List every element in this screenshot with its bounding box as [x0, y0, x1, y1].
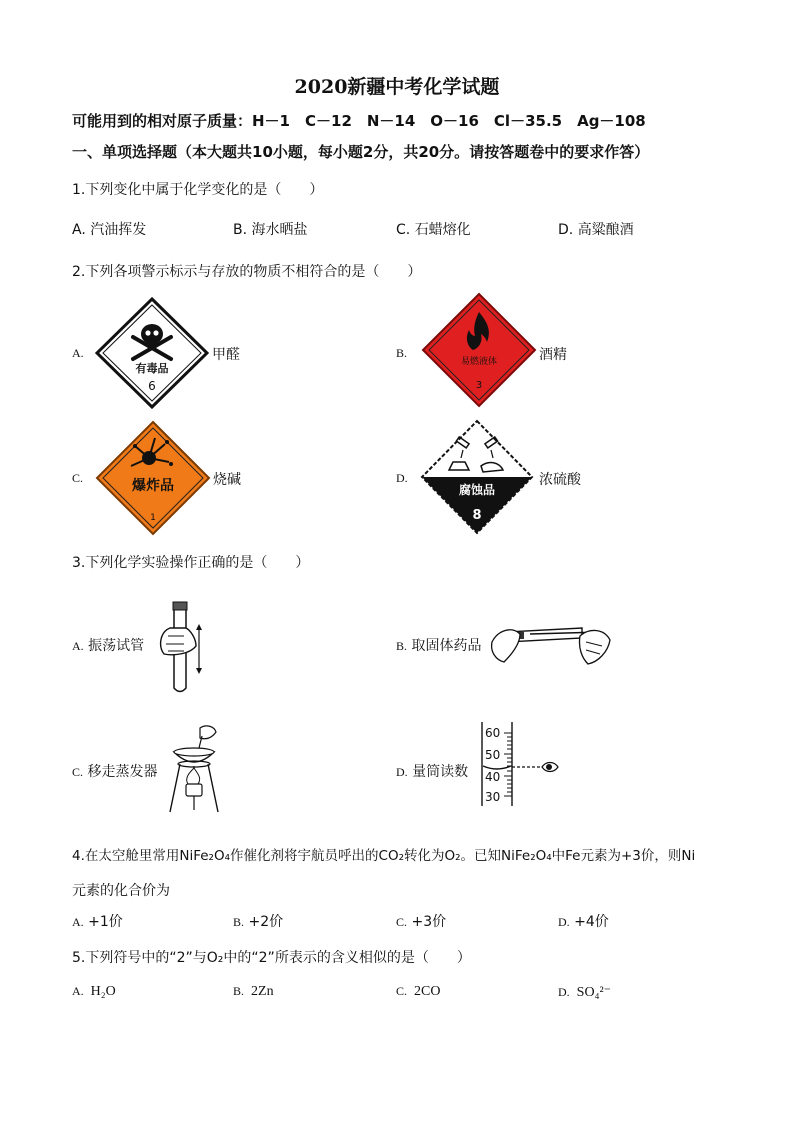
option-letter: A.: [72, 222, 86, 238]
option-letter: B.: [233, 984, 245, 998]
q3-stem: 3.下列化学实验操作正确的是（ ）: [72, 555, 310, 571]
q2-option-a-letter[interactable]: A.: [72, 346, 84, 360]
option-letter: B.: [233, 915, 245, 929]
page-title: 2020新疆中考化学试题: [294, 76, 500, 98]
flammable-sign-label: 易燃液体: [460, 357, 498, 367]
q2-option-d-letter[interactable]: D.: [396, 471, 408, 485]
toxic-sign-icon: [95, 297, 209, 409]
cylinder-mark-60: 60: [485, 726, 501, 740]
q2-option-b-substance: 酒精: [539, 347, 567, 363]
q1-option-c[interactable]: [396, 219, 471, 239]
q3-option-c[interactable]: [72, 761, 157, 781]
option-letter: D.: [558, 985, 570, 999]
option-text: 高粱酿酒: [577, 222, 634, 238]
option-text: +2价: [248, 914, 284, 930]
solid-reagent-illustration: [490, 612, 616, 672]
option-text: +1价: [88, 914, 123, 930]
q2-option-d-substance: 浓硫酸: [539, 472, 581, 488]
explosive-sign-icon: [95, 420, 211, 536]
option-letter: C.: [396, 222, 411, 238]
q4-stem-line2: 元素的化合价为: [72, 883, 170, 899]
section-heading: 一、单项选择题（本大题共10小题，每小题2分，共20分。请按答题卷中的要求作答）: [72, 143, 650, 161]
q3-option-d[interactable]: [396, 761, 468, 781]
q2-option-a-substance: 甲醛: [212, 347, 240, 363]
option-text: 2Zn: [251, 984, 274, 999]
option-letter: C.: [396, 984, 408, 998]
option-text: H₂O: [90, 984, 116, 999]
measuring-cylinder-illustration: [478, 720, 568, 808]
shake-test-tube-illustration: [150, 598, 212, 700]
option-text: +4价: [574, 914, 609, 930]
q3-option-a[interactable]: [72, 635, 144, 655]
cylinder-mark-30: 30: [485, 790, 501, 804]
q4-option-c[interactable]: [396, 911, 446, 931]
q2-option-c-substance: 烧碱: [213, 472, 241, 488]
cylinder-mark-50: 50: [485, 748, 501, 762]
option-letter: B.: [396, 639, 408, 653]
option-text: 汽油挥发: [90, 222, 147, 238]
q2-option-b-letter[interactable]: B.: [396, 346, 408, 360]
option-text: +3价: [411, 914, 447, 930]
option-text: 振荡试管: [88, 638, 145, 654]
toxic-sign-label: 有毒品: [135, 362, 169, 375]
option-letter: A.: [72, 915, 84, 929]
option-letter: A.: [72, 984, 84, 998]
q4-option-a[interactable]: [72, 911, 123, 931]
explosive-sign-number: 1: [150, 513, 156, 523]
option-text: 海水晒盐: [251, 222, 308, 238]
q4-option-d[interactable]: [558, 911, 609, 931]
corrosive-sign-number: 8: [472, 508, 482, 523]
q4-stem-line1: 4.在太空舱里常用NiFe₂O₄作催化剂将宇航员呼出的CO₂转化为O₂。已知NiFe₂O₄中Fe元素为+3价，则Ni: [72, 848, 696, 864]
option-text: 石蜡熔化: [414, 222, 471, 238]
option-text: 取固体药品: [411, 638, 482, 654]
q5-option-b[interactable]: [233, 984, 274, 1000]
q2-stem: 2.下列各项警示标示与存放的物质不相符合的是（ ）: [72, 264, 422, 280]
q4-option-b[interactable]: [233, 911, 283, 931]
q1-option-d[interactable]: [558, 219, 634, 239]
q1-stem: 1.下列变化中属于化学变化的是（ ）: [72, 182, 324, 198]
toxic-sign-number: 6: [148, 379, 156, 393]
option-letter: D.: [396, 765, 408, 779]
option-letter: C.: [396, 915, 408, 929]
option-letter: C.: [72, 765, 84, 779]
option-text: 移走蒸发器: [87, 764, 158, 780]
option-letter: D.: [558, 915, 570, 929]
explosive-sign-label: 爆炸品: [132, 478, 174, 494]
q5-stem: 5.下列符号中的“2”与O₂中的“2”所表示的含义相似的是（ ）: [72, 950, 471, 966]
flammable-sign-number: 3: [475, 380, 483, 391]
q5-option-c[interactable]: [396, 984, 440, 1000]
option-text: 2CO: [414, 984, 441, 999]
cylinder-mark-40: 40: [485, 770, 501, 784]
q1-option-b[interactable]: [233, 219, 308, 239]
q2-option-c-letter[interactable]: C.: [72, 471, 84, 485]
corrosive-sign-label: 腐蚀品: [458, 483, 496, 497]
q5-option-d[interactable]: [558, 984, 611, 1001]
flammable-sign-icon: [421, 292, 537, 408]
option-letter: B.: [233, 222, 248, 238]
q3-option-b[interactable]: [396, 635, 481, 655]
option-text: 量筒读数: [412, 764, 469, 780]
q1-option-a[interactable]: [72, 219, 146, 239]
option-letter: D.: [558, 222, 574, 238]
evaporating-dish-illustration: [166, 722, 222, 816]
corrosive-sign-icon: [419, 418, 535, 536]
option-letter: A.: [72, 639, 84, 653]
option-text: SO₄²⁻: [576, 985, 612, 1000]
atomic-masses: 可能用到的相对原子质量：H－1 C－12 N－14 O－16 Cl－35.5 Ag－108: [72, 112, 646, 130]
q5-option-a[interactable]: [72, 984, 116, 1000]
